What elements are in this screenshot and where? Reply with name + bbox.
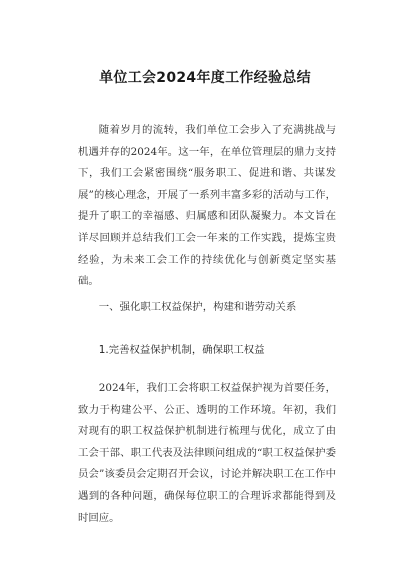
intro-paragraph: 随着岁月的流转，我们单位工会步入了充满挑战与机遇并存的2024年。这一年，在单位管理层的鼎力支持下，我们工会紧密围绕“服务职工、促进和谐、共谋发展”的核心理念，开展了一系列丰富多彩的活动与工作，提升了职工的幸福感、归属感和团队凝聚力。本文旨在详尽回顾并总结我们工会一年来的工作实践，提炼宝贵经验，为未来工会工作的持续优化与创新奠定坚实基础。: [78, 124, 336, 288]
body-paragraph: 2024年，我们工会将职工权益保护视为首要任务，致力于构建公平、公正、透明的工作环境。年初，我们对现有的职工权益保护机制进行梳理与优化，成立了由工会干部、职工代表及法律顾问组成的“职工权益保护委员会”该委员会定期召开会议，讨论并解决职工在工作中遇到的各种问题，确保每位职工的合理诉求都能得到及时回应。: [78, 382, 336, 524]
document-title: 单位工会2024年度工作经验总结: [99, 70, 311, 86]
subsection-heading: 1.完善权益保护机制，确保职工权益: [98, 344, 265, 356]
section-heading: 一、强化职工权益保护，构建和谐劳动关系: [98, 301, 297, 313]
